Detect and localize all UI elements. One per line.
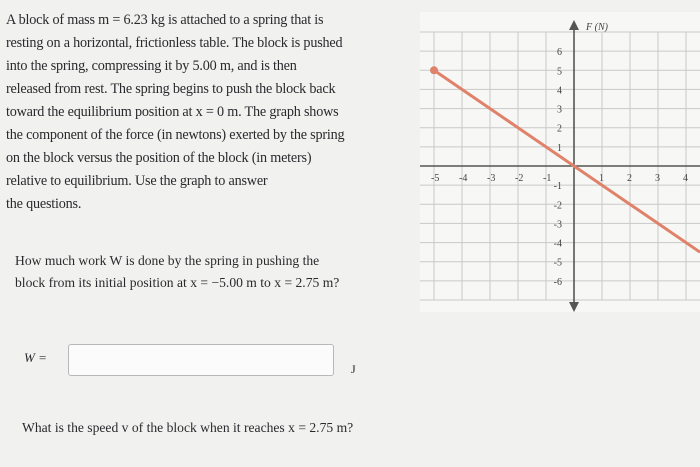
x-tick-label: -2 <box>515 173 524 184</box>
x-tick-label: 4 <box>683 173 688 184</box>
problem-line: relative to equilibrium. Use the graph to answer <box>6 173 268 189</box>
question-work <box>15 250 339 294</box>
problem-line: released from rest. The spring begins to push the block back <box>6 81 336 97</box>
y-tick-label: -6 <box>553 276 562 288</box>
problem-line: A block of mass m = 6.23 kg is attached to a spring that is <box>6 12 324 28</box>
y-tick-label: 2 <box>557 123 562 135</box>
problem-line: toward the equilibrium position at x = 0 m. The graph shows <box>6 104 339 120</box>
y-tick-label: -5 <box>553 257 562 269</box>
y-tick-label: -2 <box>553 200 562 212</box>
y-tick-label: -4 <box>553 238 562 250</box>
x-tick-label: 3 <box>655 173 660 184</box>
force-position-graph <box>420 12 700 312</box>
y-tick-label: 4 <box>557 85 562 97</box>
y-tick-label: 1 <box>557 142 562 154</box>
y-tick-label: 3 <box>557 104 562 116</box>
question-work-line: How much work W is done by the spring in pushing the <box>15 253 320 268</box>
work-unit-label: J <box>351 362 356 376</box>
y-tick-label: -1 <box>553 181 562 193</box>
problem-line: the component of the force (in newtons) exerted by the spring <box>6 127 345 143</box>
x-tick-label: -1 <box>543 173 552 184</box>
x-tick-label: 2 <box>627 173 632 184</box>
problem-line: the questions. <box>6 196 82 212</box>
question-work-line: block from its initial position at x = −5.00 m to x = 2.75 m? <box>15 275 340 290</box>
x-tick-label: -4 <box>459 173 468 184</box>
start-point-marker <box>430 66 438 74</box>
y-tick-label: 5 <box>557 66 562 78</box>
y-tick-label: 6 <box>557 47 562 59</box>
work-answer-input[interactable] <box>68 344 334 376</box>
problem-statement <box>6 9 386 216</box>
problem-line: into the spring, compressing it by 5.00 m, and is then <box>6 58 297 74</box>
y-axis-label: F (N) <box>586 22 608 33</box>
question-speed: What is the speed v of the block when it reaches x = 2.75 m? <box>22 420 354 435</box>
y-tick-label: -3 <box>553 219 562 231</box>
problem-line: resting on a horizontal, frictionless table. The block is pushed <box>6 35 343 51</box>
work-answer-label: W = <box>24 350 47 365</box>
x-tick-label: -5 <box>431 173 440 184</box>
x-tick-label: 1 <box>599 173 604 184</box>
x-tick-label: -3 <box>487 173 496 184</box>
problem-line: on the block versus the position of the block (in meters) <box>6 150 312 166</box>
